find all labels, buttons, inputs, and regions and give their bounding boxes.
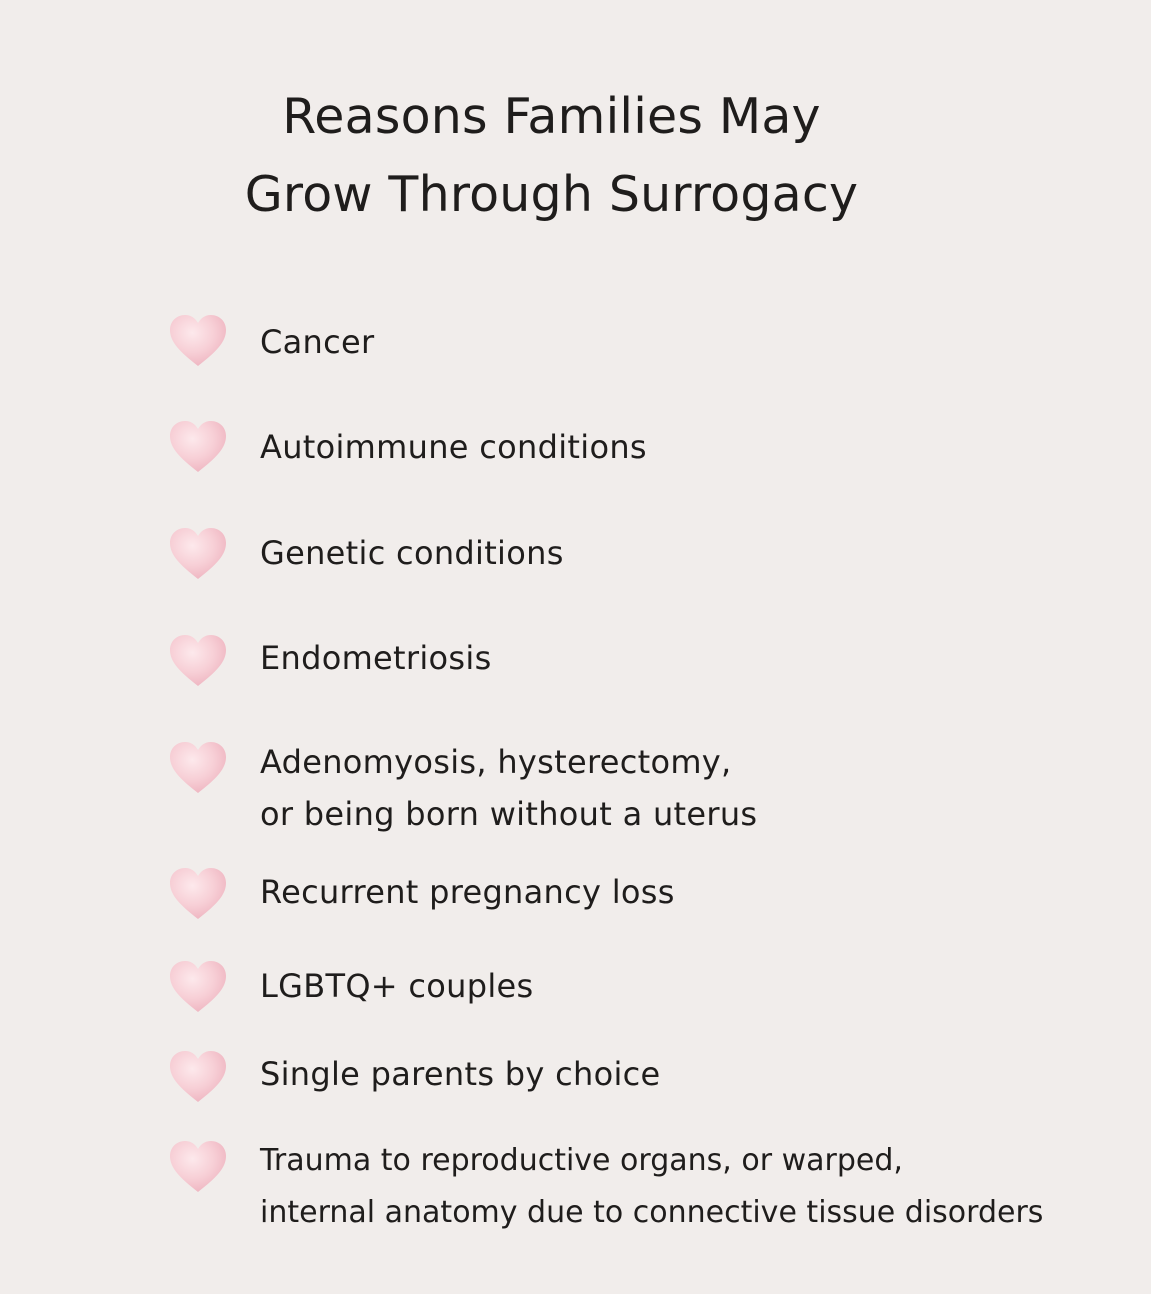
title-line-2: Grow Through Surrogacy (244, 166, 859, 223)
list-item-label: Genetic conditions (260, 534, 564, 572)
heart-icon (168, 960, 228, 1014)
heart-icon (168, 527, 228, 581)
heart-icon (168, 634, 228, 688)
heart-icon (168, 420, 228, 474)
list-item-label: Trauma to reproductive organs, or warped, internal anatomy due to connective tissue disorders (260, 1143, 1044, 1230)
heart-icon (168, 741, 228, 795)
list-item-label: Cancer (260, 323, 375, 361)
list-item-label: Autoimmune conditions (260, 428, 647, 466)
list-item-label: Adenomyosis, hysterectomy, or being born without a uterus (260, 743, 758, 833)
heart-icon (168, 1140, 228, 1194)
page-title (0, 78, 1103, 234)
heart-icon (168, 1050, 228, 1104)
list-item-label: Endometriosis (260, 639, 492, 677)
heart-icon (168, 867, 228, 921)
list-item-label: LGBTQ+ couples (260, 967, 534, 1005)
list-item-label: Recurrent pregnancy loss (260, 873, 675, 911)
heart-icon (168, 314, 228, 368)
list-item-label: Single parents by choice (260, 1055, 661, 1093)
title-line-1: Reasons Families May (282, 88, 821, 145)
